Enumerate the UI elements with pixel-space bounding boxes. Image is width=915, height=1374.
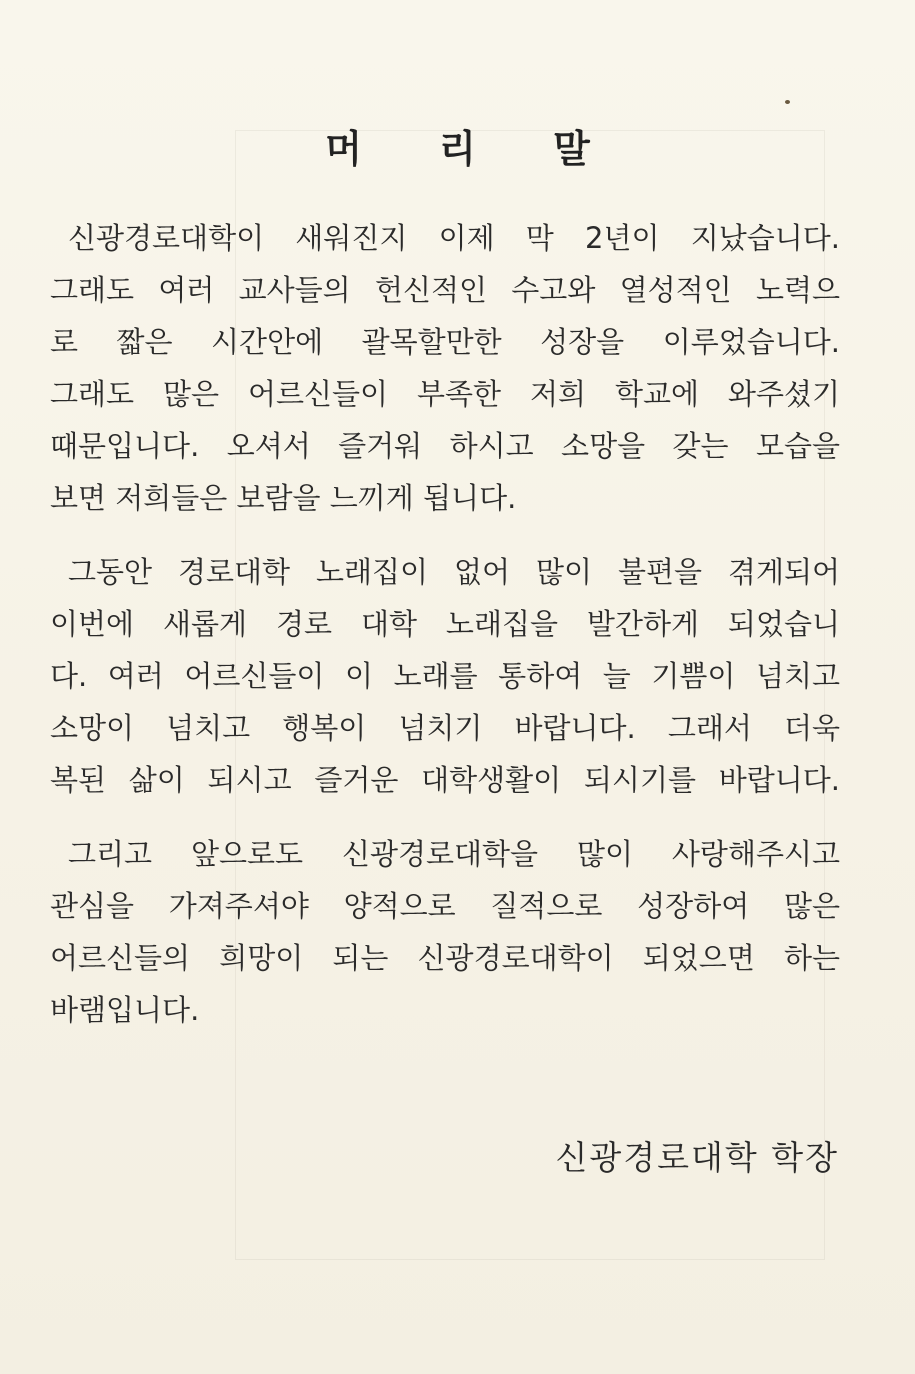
text-line: 관심을 가져주셔야 양적으로 질적으로 성장하여 많은 (50, 889, 840, 923)
text-line: 그리고 앞으로도 신광경로대학을 많이 사랑해주시고 (68, 837, 840, 871)
page-title: 머 리 말 (325, 126, 622, 171)
text-line: 이번에 새롭게 경로 대학 노래집을 발간하게 되었습니 (50, 607, 840, 641)
paragraph-2 (50, 546, 840, 806)
text-line: 신광경로대학이 새워진지 이제 막 2년이 지났습니다. (68, 221, 840, 255)
paragraph-1 (50, 212, 840, 524)
text-line: 어르신들의 희망이 되는 신광경로대학이 되었으면 하는 (50, 941, 840, 975)
text-line: 다. 여러 어르신들이 이 노래를 통하여 늘 기쁨이 넘치고 (50, 659, 840, 693)
signature: 신광경로대학 학장 (555, 1138, 839, 1177)
text-line: 소망이 넘치고 행복이 넘치기 바랍니다. 그래서 더욱 (50, 711, 840, 745)
text-line: 복된 삶이 되시고 즐거운 대학생활이 되시기를 바랍니다. (50, 763, 840, 797)
paragraph-3 (50, 828, 840, 1036)
text-line: 그래도 여러 교사들의 헌신적인 수고와 열성적인 노력으 (50, 273, 840, 307)
preface-body (50, 212, 840, 1036)
paper-speck (785, 100, 790, 104)
text-line: 바램입니다. (50, 993, 200, 1027)
text-line: 보면 저희들은 보람을 느끼게 됩니다. (50, 481, 517, 515)
text-line: 로 짧은 시간안에 괄목할만한 성장을 이루었습니다. (50, 325, 840, 359)
text-line: 그동안 경로대학 노래집이 없어 많이 불편을 겪게되어 (68, 555, 840, 589)
text-line: 때문입니다. 오셔서 즐거워 하시고 소망을 갖는 모습을 (50, 429, 840, 463)
text-line: 그래도 많은 어르신들이 부족한 저희 학교에 와주셨기 (50, 377, 840, 411)
